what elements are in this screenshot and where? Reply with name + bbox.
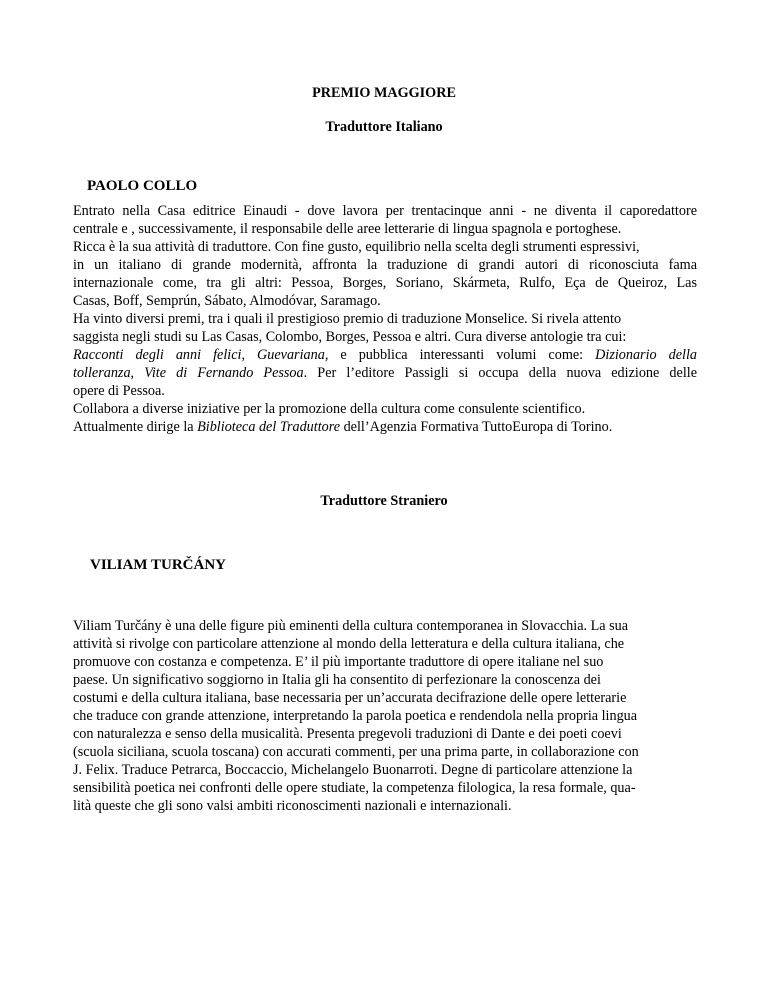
bio-line: Casas, Boff, Semprún, Sábato, Almodóvar, Saramago. — [73, 293, 381, 309]
bio-line: Ha vinto diversi premi, tra i quali il prestigioso premio di traduzione Monselice. Si rivela attento — [73, 311, 622, 327]
viliam-turcany-biography — [73, 617, 697, 815]
translator-name-paolo-collo: PAOLO COLLO — [87, 178, 198, 194]
paolo-collo-biography — [73, 202, 697, 436]
bio-line: sensibilità poetica nei confronti delle opere studiate, la competenza filologica, la resa formale, qua- — [73, 780, 636, 796]
award-heading: PREMIO MAGGIORE — [312, 85, 456, 101]
bio-line: in un italiano di grande modernità, affronta la traduzione di grandi autori di riconosciuta fama — [73, 257, 697, 273]
bio-line: con naturalezza e senso della musicalità. Presenta pregevoli traduzioni di Dante e dei poeti coevi — [73, 726, 622, 742]
bio-line: opere di Pessoa. — [73, 383, 165, 399]
bio-line: saggista negli studi su Las Casas, Colombo, Borges, Pessoa e altri. Cura diverse antologie tra cui: — [73, 329, 627, 345]
translator-name-viliam-turcany: VILIAM TURČÁNY — [90, 557, 226, 573]
bio-line: Entrato nella Casa editrice Einaudi - dove lavora per trentacinque anni - ne diventa il caporedattore — [73, 203, 697, 219]
bio-line: paese. Un significativo soggiorno in Italia gli ha consentito di perfezionare la conoscenza dei — [73, 672, 601, 688]
book-title: Dizionario della — [595, 347, 698, 363]
bio-line: J. Felix. Traduce Petrarca, Boccaccio, Michelangelo Buonarroti. Degne di particolare attenzione la — [73, 762, 633, 778]
bio-line: Collabora a diverse iniziative per la promozione della cultura come consulente scientifico. — [73, 401, 586, 417]
bio-line: internazionale come, tra gli altri: Pessoa, Borges, Soriano, Skármeta, Rulfo, Eça de Queiroz, Las — [73, 275, 697, 291]
bio-line: Attualmente dirige la Biblioteca del Traduttore dell’Agenzia Formativa TuttoEuropa di Torino. — [73, 419, 613, 435]
book-title: Guevariana — [257, 347, 325, 363]
book-title: Vite di Fernando Pessoa — [144, 365, 304, 381]
bio-line: centrale e , successivamente, il responsabile delle aree letterarie di lingua spagnola e portoghese. — [73, 221, 622, 237]
bio-line: che traduce con grande attenzione, interpretando la parola poetica e rendendola nella propria lingua — [73, 708, 638, 724]
book-title: tolleranza — [73, 365, 131, 381]
bio-line: costumi e della cultura italiana, base necessaria per un’accurata decifrazione delle opere letterarie — [73, 690, 627, 706]
bio-line: (scuola siciliana, scuola toscana) con accurati commenti, per una prima parte, in collaborazione con — [73, 744, 639, 760]
section-title-italian-translator: Traduttore Italiano — [325, 119, 443, 135]
bio-line: tolleranza, Vite di Fernando Pessoa. Per l’editore Passigli si occupa della nuova edizione delle — [73, 365, 698, 381]
section-title-foreign-translator: Traduttore Straniero — [320, 493, 448, 509]
book-title: Racconti degli anni felici — [73, 347, 242, 363]
bio-line: Viliam Turčány è una delle figure più eminenti della cultura contemporanea in Slovacchia. La sua — [73, 618, 629, 634]
bio-line: Ricca è la sua attività di traduttore. Con fine gusto, equilibrio nella scelta degli strumenti espressivi, — [73, 239, 640, 255]
bio-line: lità queste che gli sono valsi ambiti riconoscimenti nazionali e internazionali. — [73, 798, 512, 814]
book-title: Biblioteca del Traduttore — [197, 419, 341, 435]
bio-line: promuove con costanza e competenza. E’ il più importante traduttore di opere italiane nel suo — [73, 654, 604, 670]
bio-line: attività si rivolge con particolare attenzione al mondo della letteratura e della cultura italiana, che — [73, 636, 625, 652]
bio-line: Racconti degli anni felici, Guevariana, e pubblica interessanti volumi come: Dizionario della — [73, 347, 698, 363]
